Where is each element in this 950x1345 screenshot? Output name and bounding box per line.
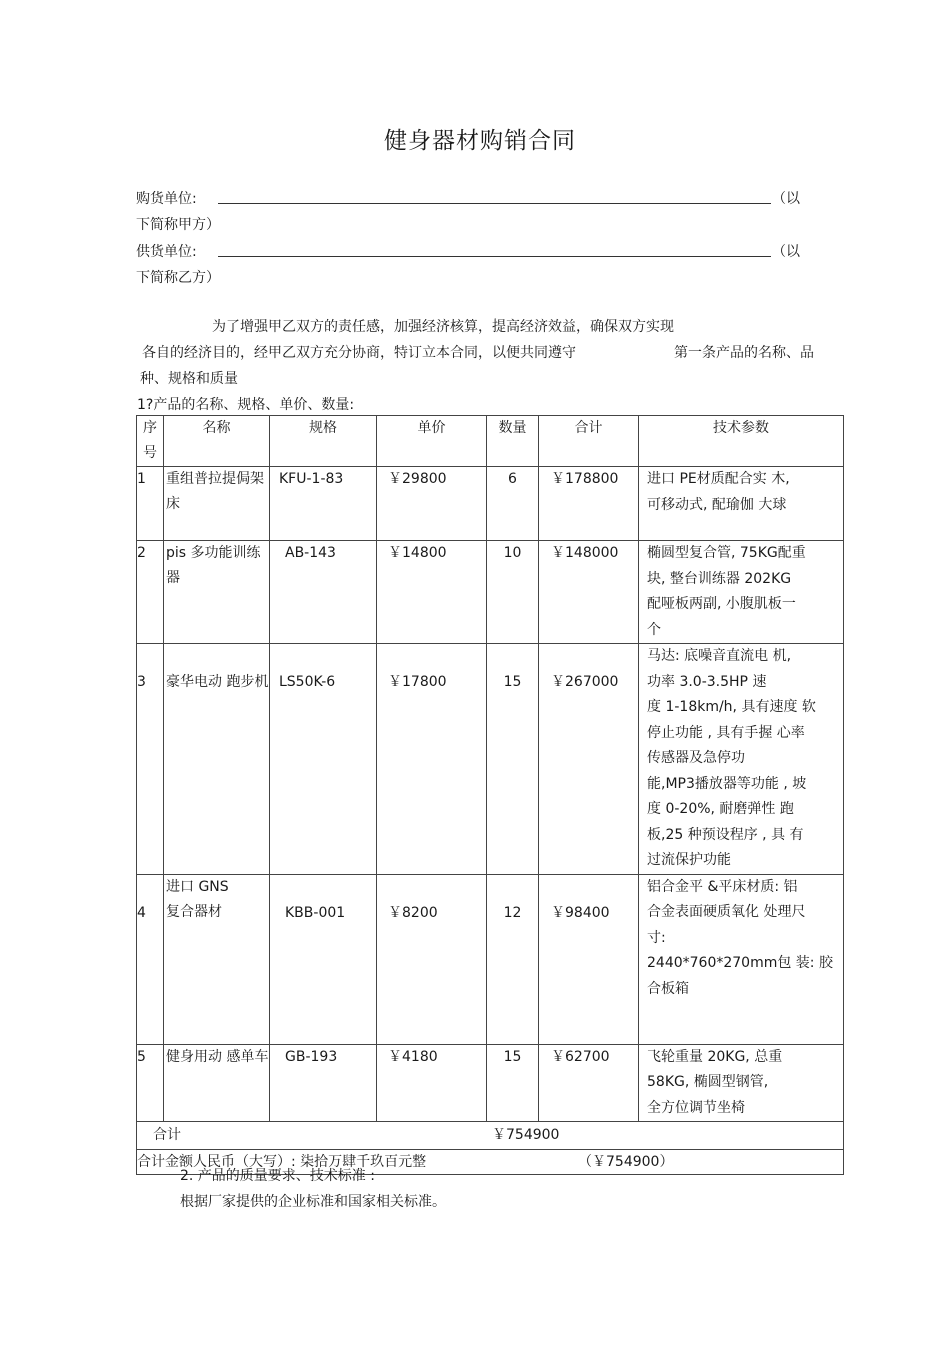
tech-line: 寸: <box>647 929 666 946</box>
table-row <box>137 644 844 875</box>
row-name: pis 多功能训练器 <box>164 541 270 644</box>
header-seq: 序号 <box>137 416 164 467</box>
tech-line: 停止功能 , 具有手握 心率 <box>647 724 805 741</box>
row-total: ￥178800 <box>539 467 639 541</box>
row-name: 重组普拉提侷架床 <box>164 467 270 541</box>
tech-line: 进口 PE材质配合实 木, <box>647 471 790 487</box>
tech-line: 板,25 种预设程序 , 具 有 <box>647 826 804 843</box>
table-header-row <box>137 416 844 467</box>
tech-line: 合板箱 <box>647 980 689 997</box>
header-total: 合计 <box>539 416 639 467</box>
row-name-cell <box>164 874 270 1044</box>
tech-line: 度 1-18km/h, 具有速度 软 <box>647 699 816 715</box>
header-name: 名称 <box>164 416 270 467</box>
row-total: ￥62700 <box>539 1044 639 1122</box>
row-qty: 15 <box>487 644 539 875</box>
tech-line: 传感器及急停功 <box>647 750 745 766</box>
words-label: 合计金额人民币（大写）: 柒拾万肆千玖百元整 <box>137 1154 427 1170</box>
row-price: ￥29800 <box>377 467 487 541</box>
row-seq: 1 <box>137 467 164 541</box>
tech-line: 飞轮重量 20KG, 总重 <box>647 1048 783 1065</box>
tech-line: 块, 整台训练器 202KG <box>647 570 792 587</box>
row-tech <box>639 467 844 541</box>
header-price: 单价 <box>377 416 487 467</box>
row-total: ￥98400 <box>539 874 639 1044</box>
row-name: 豪华电动 跑步机 <box>164 644 270 875</box>
tech-line: 个 <box>647 621 661 638</box>
sum-label: 合计 <box>153 1127 181 1143</box>
sum-row <box>137 1122 844 1150</box>
row-price: ￥14800 <box>377 541 487 644</box>
tech-line: 配哑板两副, 小腹肌板一 <box>647 596 796 612</box>
table-row <box>137 1044 844 1122</box>
row-tech <box>639 644 844 875</box>
tech-line: 合金表面硬质氧化 处理尺 <box>647 904 806 920</box>
buyer-blank-line[interactable] <box>218 203 771 204</box>
row-qty: 12 <box>487 874 539 1044</box>
seller-suffix-2: 下简称乙方） <box>136 270 220 286</box>
header-spec: 规格 <box>270 416 377 467</box>
row-spec: GB-193 <box>270 1044 377 1122</box>
seller-blank-line[interactable] <box>218 256 771 257</box>
row-tech <box>639 541 844 644</box>
buyer-suffix: （以 <box>772 191 800 207</box>
tech-line: 能,MP3播放器等功能 , 坡 <box>647 775 807 792</box>
row-seq: 4 <box>137 874 164 1044</box>
intro-line-2b: 第一条产品的名称、品 <box>674 345 814 361</box>
row-name: 复合器材 <box>166 903 222 920</box>
intro-line-1: 为了增强甲乙双方的责任感，加强经济核算，提高经济效益，确保双方实现 <box>212 319 674 335</box>
header-tech: 技术参数 <box>639 416 844 467</box>
intro-line-3: 种、规格和质量 <box>140 371 238 387</box>
seller-suffix: （以 <box>772 244 800 260</box>
row-total: ￥267000 <box>539 644 639 875</box>
row-price: ￥17800 <box>377 644 487 875</box>
row-qty: 6 <box>487 467 539 541</box>
header-qty: 数量 <box>487 416 539 467</box>
row-price: ￥4180 <box>377 1044 487 1122</box>
row-seq: 3 <box>137 644 164 875</box>
quality-body: 根据厂家提供的企业标准和国家相关标准。 <box>180 1194 446 1210</box>
row-name-line: 进口 GNS <box>166 878 229 895</box>
buyer-suffix-2: 下简称甲方） <box>136 217 220 233</box>
row-spec: KFU-1-83 <box>270 467 377 541</box>
row-total: ￥148000 <box>539 541 639 644</box>
tech-line: 过流保护功能 <box>647 852 731 868</box>
row-tech <box>639 874 844 1044</box>
tech-line: 2440*760*270mm包 装: 胶 <box>647 955 833 971</box>
table-row <box>137 874 844 1044</box>
row-spec: LS50K-6 <box>270 644 377 875</box>
tech-line: 全方位调节坐椅 <box>647 1099 745 1116</box>
table-row <box>137 541 844 644</box>
row-spec: KBB-001 <box>270 874 377 1044</box>
tech-line: 椭圆型复合管, 75KG配重 <box>647 545 806 561</box>
tech-line: 铝合金平 &平床材质: 铝 <box>647 878 798 895</box>
row-seq: 5 <box>137 1044 164 1122</box>
document-title: 健身器材购销合同 <box>384 128 576 154</box>
buyer-label: 购货单位: <box>136 191 197 207</box>
sum-value: ￥754900 <box>492 1127 560 1143</box>
intro-line-4: 1?产品的名称、规格、单价、数量: <box>137 397 355 413</box>
sum-cell <box>137 1122 844 1150</box>
product-table <box>136 415 844 1175</box>
tech-line: 度 0-20%, 耐磨弹性 跑 <box>647 801 794 817</box>
quality-heading: 2. 产品的质量要求、技术标准 : <box>180 1168 375 1184</box>
row-spec: AB-143 <box>270 541 377 644</box>
row-name: 健身用动 感单车 <box>164 1044 270 1122</box>
words-value: （￥754900） <box>578 1154 674 1170</box>
row-qty: 10 <box>487 541 539 644</box>
row-tech <box>639 1044 844 1122</box>
row-qty: 15 <box>487 1044 539 1122</box>
tech-line: 马达: 底噪音直流电 机, <box>647 648 792 664</box>
row-price: ￥8200 <box>377 874 487 1044</box>
seller-label: 供货单位: <box>136 244 197 260</box>
tech-line: 58KG, 椭圆型钢管, <box>647 1074 769 1090</box>
table-row <box>137 467 844 541</box>
intro-line-2: 各自的经济目的，经甲乙双方充分协商，特订立本合同，以便共同遵守 <box>142 345 576 361</box>
row-seq: 2 <box>137 541 164 644</box>
tech-line: 功率 3.0-3.5HP 速 <box>647 673 767 690</box>
tech-line: 可移动式, 配瑜伽 大球 <box>647 496 787 513</box>
